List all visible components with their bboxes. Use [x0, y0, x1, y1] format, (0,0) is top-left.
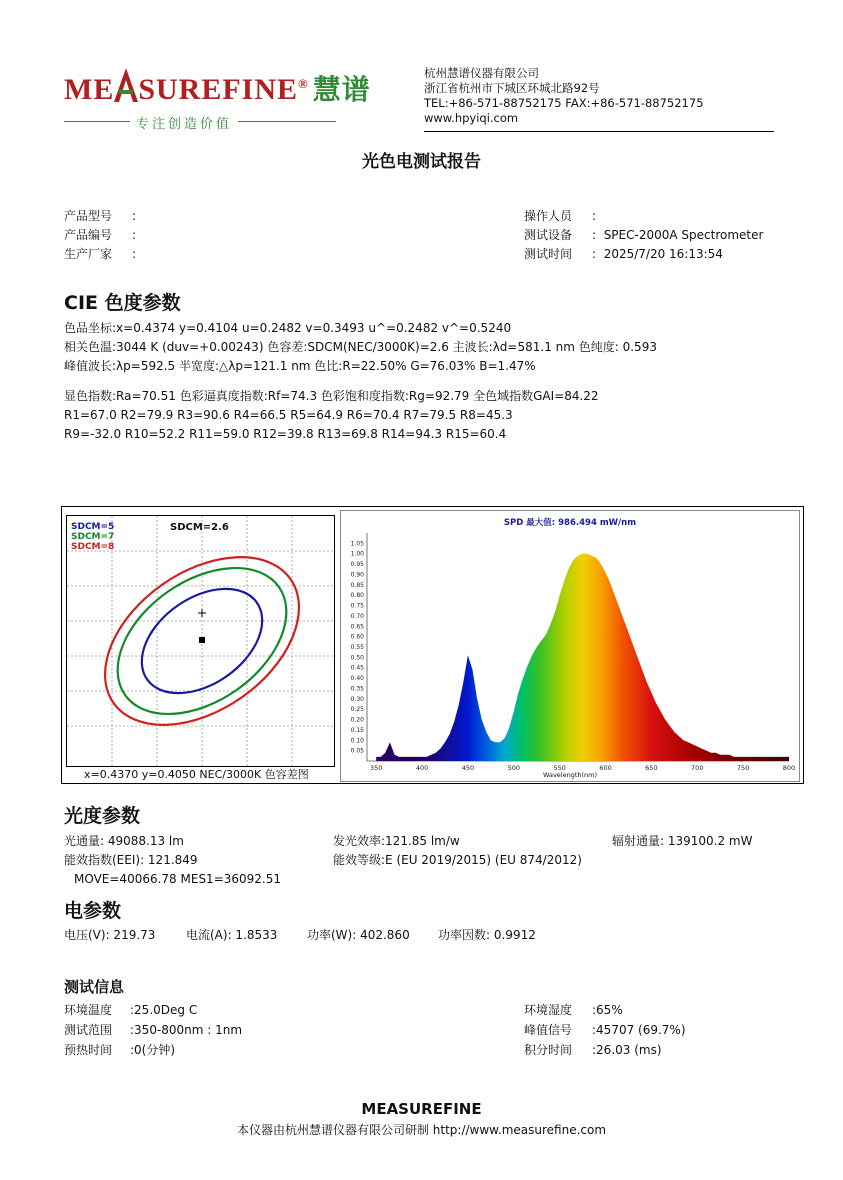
- spd-y-tick-label: 0.85: [350, 581, 364, 589]
- company-tel: TEL:+86-571-88752175 FAX:+86-571-88752175: [424, 96, 704, 110]
- peak-value: :45707 (69.7%): [592, 1023, 686, 1037]
- sdcm-value: SDCM=2.6: [170, 522, 229, 533]
- sdcm-plot: [66, 515, 335, 767]
- spd-y-tick-label: 0.60: [350, 633, 364, 641]
- sdcm-legend: [71, 522, 114, 552]
- cie-line-6: R9=-32.0 R10=52.2 R11=59.0 R12=39.8 R13=69.8 R14=94.3 R15=60.4: [64, 427, 507, 441]
- cie-block-2: [64, 387, 599, 444]
- spd-y-tick-label: 0.50: [350, 654, 364, 662]
- spd-y-tick-label: 0.25: [350, 706, 364, 714]
- peak-label: 峰值信号: [524, 1023, 573, 1037]
- company-web[interactable]: www.hpyiqi.com: [424, 111, 519, 125]
- spd-y-tick-label: 0.10: [350, 737, 364, 745]
- spd-y-tick-label: 0.15: [350, 726, 364, 734]
- test-info-right: [524, 1000, 686, 1060]
- photometric-title: 光度参数: [64, 805, 141, 827]
- info-right: 操作人员 : 测试设备 : SPEC-2000A Spectrometer 测试时间 : 2025/7/20 16:13:54: [524, 207, 763, 264]
- spd-plot: [340, 510, 800, 782]
- move-mes: MOVE=40066.78 MES1=36092.51: [74, 872, 282, 886]
- spd-x-tick-label: 500: [507, 764, 520, 772]
- spd-svg: [341, 511, 799, 781]
- slogan: 专注创造价值: [130, 113, 238, 132]
- sdcm-svg: [67, 516, 334, 766]
- spd-x-tick-label: 400: [415, 764, 429, 772]
- logo-cn: 慧谱: [312, 73, 371, 106]
- product-no-label: 产品编号: [64, 228, 113, 242]
- spd-x-tick-label: 600: [599, 764, 612, 772]
- operator-label: 操作人员: [524, 209, 573, 223]
- cie-block-1: [64, 319, 657, 376]
- range-label: 测试范围: [64, 1023, 113, 1037]
- preheat-value: :0(分钟): [130, 1043, 176, 1057]
- time-value: 2025/7/20 16:13:54: [603, 247, 723, 261]
- spd-x-tick-label: 350: [369, 764, 383, 772]
- spd-y-tick-label: 0.55: [350, 644, 364, 651]
- spd-area: [376, 554, 789, 761]
- logo-text-right: SUREFINE: [138, 73, 299, 106]
- product-model-label: 产品型号: [64, 209, 113, 223]
- spd-x-tick-label: 450: [461, 764, 475, 772]
- spd-y-tick-label: 0.65: [350, 623, 364, 631]
- energy-class: 能效等级:E (EU 2019/2015) (EU 874/2012): [333, 853, 582, 867]
- spd-x-tick-label: 700: [691, 764, 704, 772]
- cie-line-3: 峰值波长:λp=592.5 半宽度:△λp=121.1 nm 色比:R=22.50% G=76.03% B=1.47%: [64, 359, 536, 373]
- spd-y-tick-label: 0.80: [350, 592, 364, 600]
- sdcm-legend-5: SDCM=5: [71, 522, 115, 532]
- cie-line-5: R1=67.0 R2=79.9 R3=90.6 R4=66.5 R5=64.9 R6=70.4 R7=79.5 R8=45.3: [64, 408, 513, 422]
- spd-y-tick-label: 0.45: [350, 664, 364, 672]
- efficacy: 发光效率:121.85 lm/w: [333, 834, 460, 848]
- logo-registered: ®: [298, 76, 309, 91]
- spd-y-tick-label: 0.95: [350, 561, 364, 569]
- footer-brand: MEASUREFINE: [361, 1100, 482, 1118]
- spd-y-tick-label: 0.05: [350, 747, 364, 755]
- cie-line-4: 显色指数:Ra=70.51 色彩逼真度指数:Rf=74.3 色彩饱和度指数:Rg=92.79 全色域指数GAI=84.22: [64, 389, 599, 403]
- voltage: 电压(V): 219.73: [64, 928, 156, 942]
- sdcm-legend-7: SDCM=7: [71, 532, 115, 542]
- spd-y-tick-label: 0.90: [350, 571, 364, 579]
- humidity-value: :65%: [592, 1003, 623, 1017]
- env-temp-value: :25.0Deg C: [130, 1003, 198, 1017]
- footer-note: 本仪器由杭州慧谱仪器有限公司研制 http://www.measurefine.com: [236, 1123, 607, 1137]
- cie-title: CIE 色度参数: [64, 292, 181, 314]
- flux: 光通量: 49088.13 lm: [64, 834, 184, 848]
- cie-line-1: 色品坐标:x=0.4374 y=0.4104 u=0.2482 v=0.3493 u^=0.2482 v^=0.5240: [64, 321, 512, 335]
- logo-text-left: ME: [64, 73, 115, 106]
- integ-label: 积分时间: [524, 1043, 573, 1057]
- logo-a-mark: [114, 74, 138, 104]
- spd-xlabel: Wavelength(nm): [542, 771, 598, 779]
- radiant-flux: 辐射通量: 139100.2 mW: [612, 834, 753, 848]
- current: 电流(A): 1.8533: [186, 928, 278, 942]
- test-info-title: 测试信息: [64, 978, 125, 996]
- test-info-left: [64, 1000, 242, 1060]
- preheat-label: 预热时间: [64, 1043, 113, 1057]
- spd-x-tick-label: 550: [553, 764, 566, 772]
- spd-y-tick-label: 0.35: [350, 685, 364, 693]
- company-info: [424, 66, 704, 126]
- manufacturer-label: 生产厂家: [64, 247, 113, 261]
- range-value: :350-800nm : 1nm: [130, 1023, 243, 1037]
- device-value: SPEC-2000A Spectrometer: [603, 228, 764, 242]
- spd-x-tick-label: 650: [645, 764, 658, 772]
- company-name: 杭州慧谱仪器有限公司: [424, 66, 539, 80]
- device-label: 测试设备: [524, 228, 573, 242]
- spd-y-tick-label: 0.70: [350, 612, 364, 620]
- spd-y-tick-label: 0.75: [350, 602, 364, 610]
- spd-x-tick-label: 750: [736, 764, 750, 772]
- integ-value: :26.03 (ms): [592, 1043, 662, 1057]
- power: 功率(W): 402.860: [307, 928, 410, 942]
- spd-title: SPD 最大值: 986.494 mW/nm: [503, 518, 637, 528]
- spd-y-tick-label: 0.20: [350, 716, 364, 724]
- spd-y-tick-label: 0.40: [350, 675, 364, 683]
- logo: [64, 68, 371, 108]
- sdcm-caption: x=0.4370 y=0.4050 NEC/3000K 色容差图: [84, 768, 309, 781]
- env-temp-label: 环境温度: [64, 1003, 113, 1017]
- spd-y-tick-label: 0.30: [350, 695, 364, 703]
- spd-x-tick-label: 800: [782, 764, 796, 772]
- time-label: 测试时间: [524, 247, 573, 261]
- power-factor: 功率因数: 0.9912: [438, 928, 536, 942]
- humidity-label: 环境湿度: [524, 1003, 573, 1017]
- eei: 能效指数(EEI): 121.849: [64, 853, 198, 867]
- spd-y-tick-label: 1.00: [350, 550, 364, 558]
- company-address: 浙江省杭州市下城区环城北路92号: [424, 81, 600, 95]
- report-title: 光色电测试报告: [362, 152, 481, 172]
- measured-point: [199, 637, 205, 643]
- target-crosshair: [198, 609, 206, 617]
- spd-y-tick-label: 1.05: [350, 540, 364, 548]
- header-divider: [424, 131, 774, 132]
- info-left: 产品型号 : 产品编号 : 生产厂家 :: [64, 207, 136, 264]
- electrical-title: 电参数: [64, 900, 122, 922]
- cie-line-2: 相关色温:3044 K (duv=+0.00243) 色容差:SDCM(NEC/3000K)=2.6 主波长:λd=581.1 nm 色纯度: 0.593: [64, 340, 657, 354]
- sdcm-legend-8: SDCM=8: [71, 542, 115, 552]
